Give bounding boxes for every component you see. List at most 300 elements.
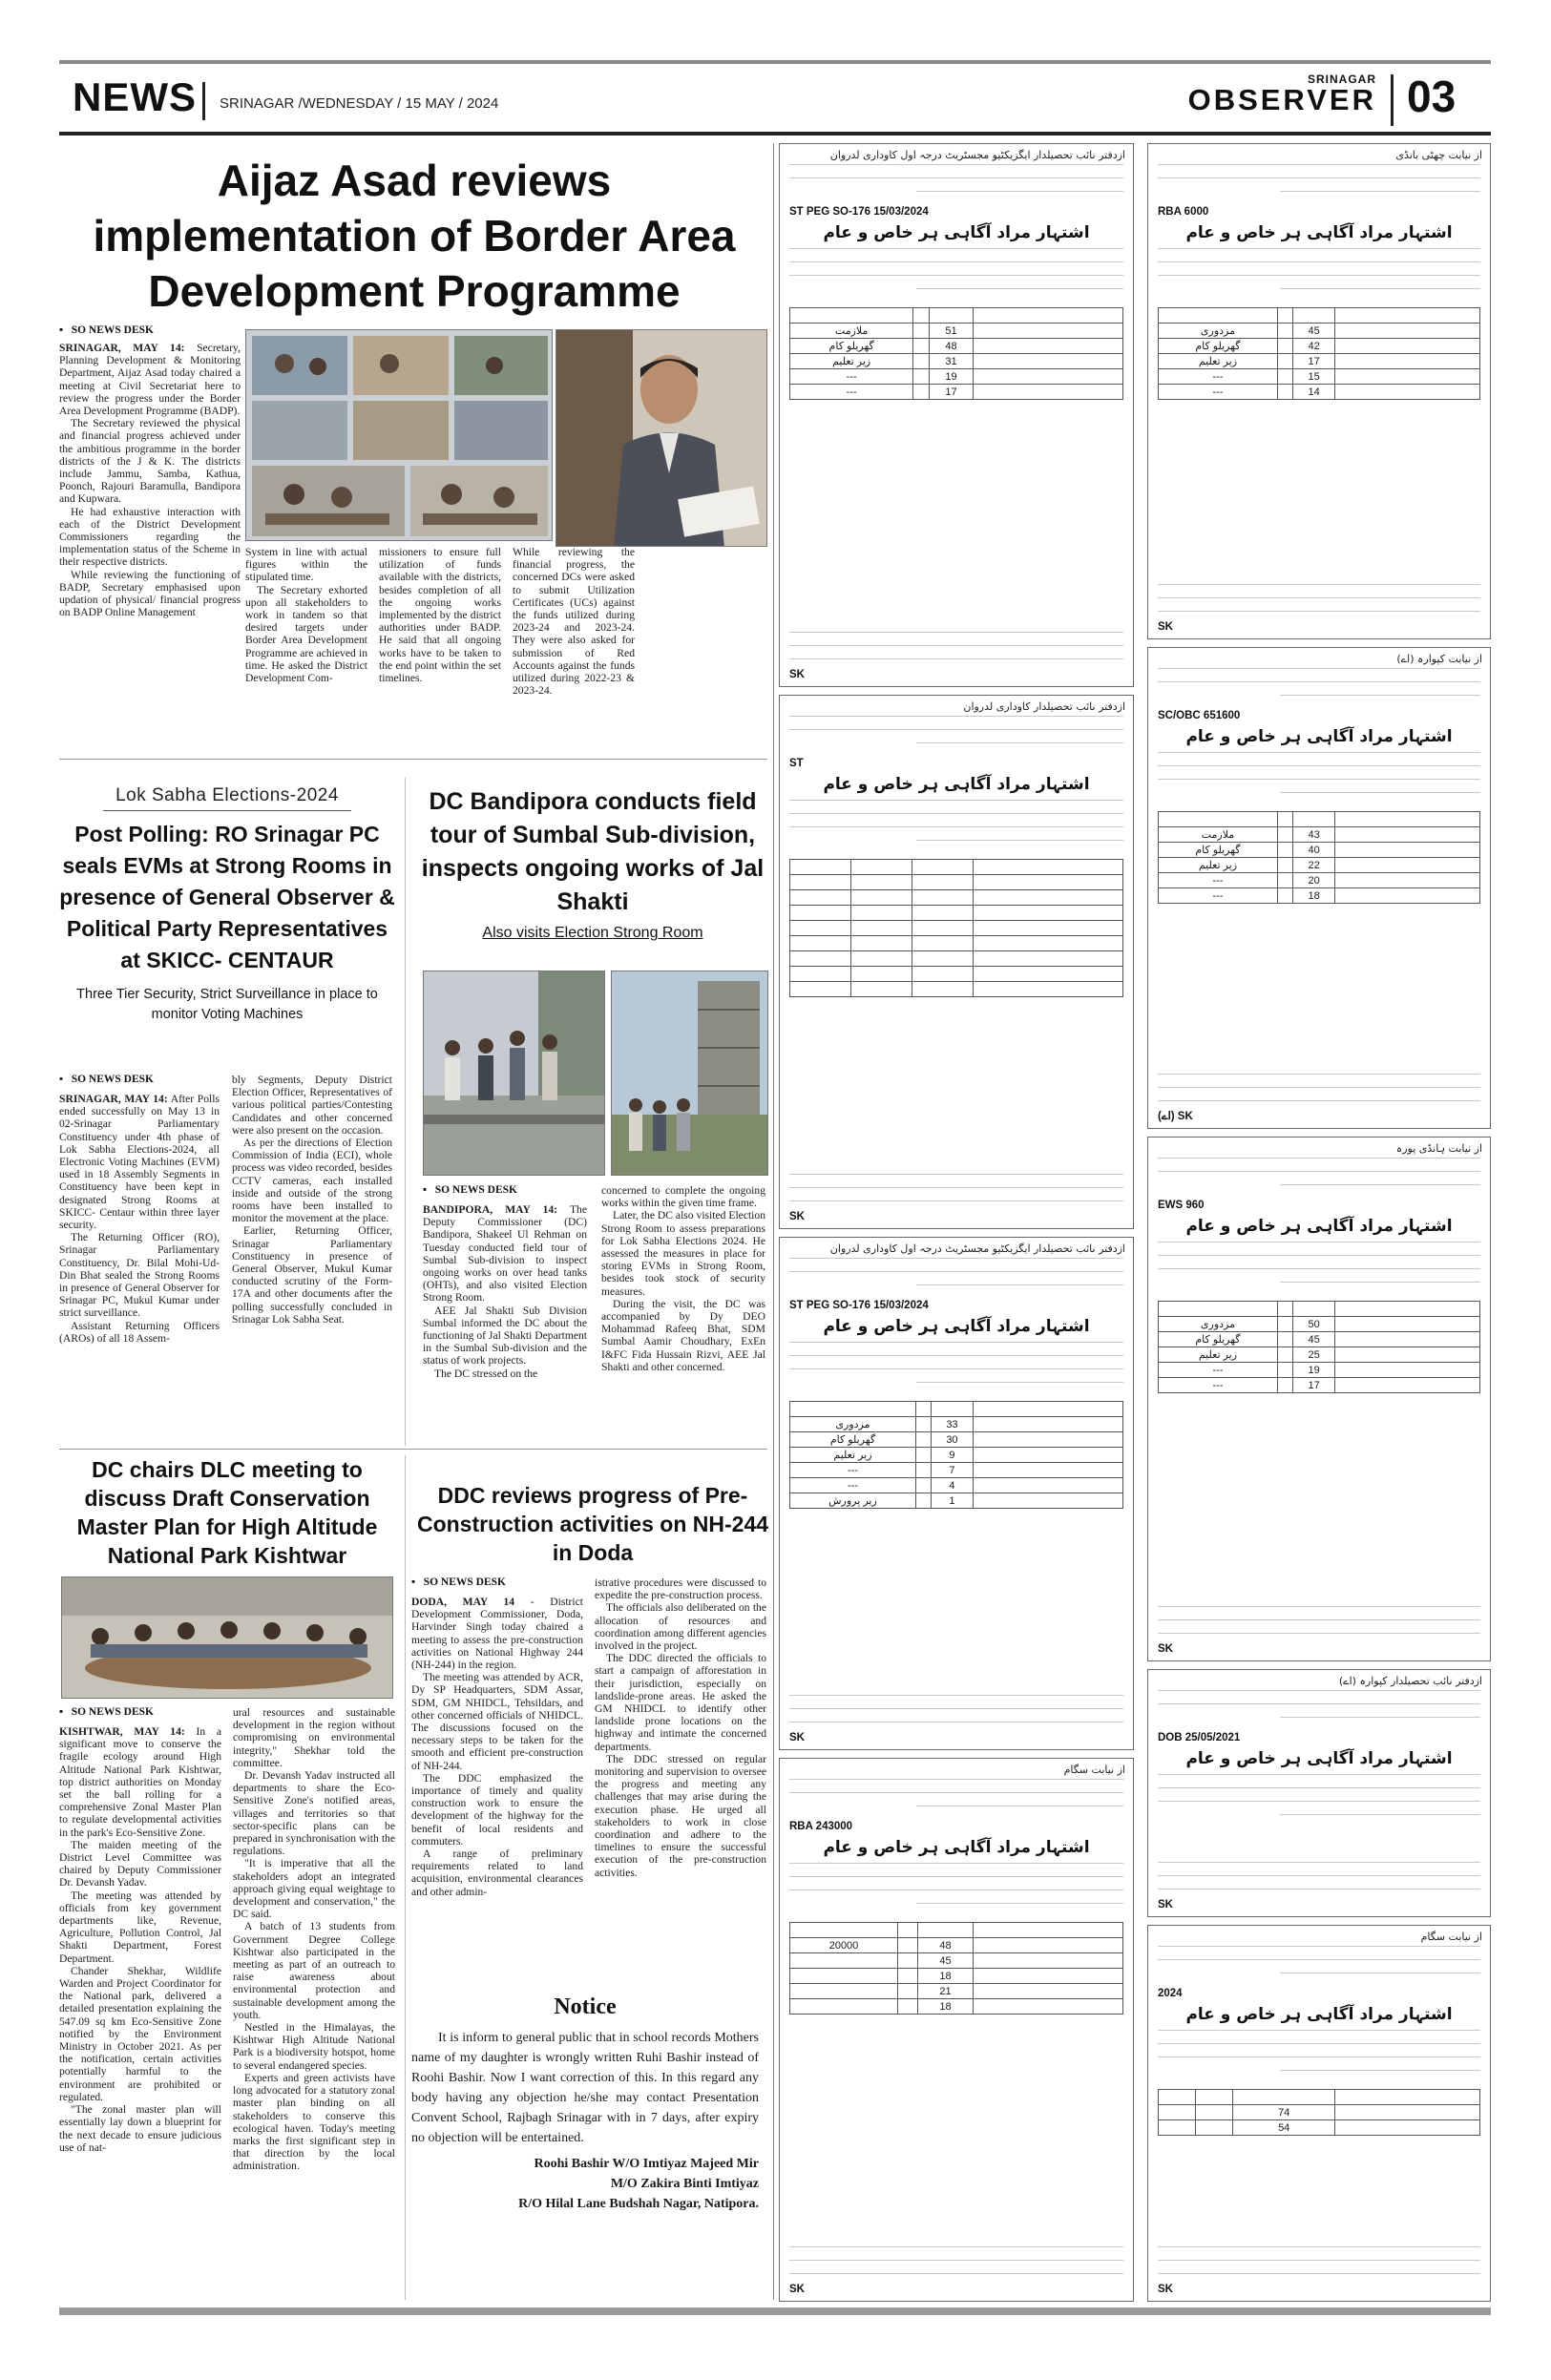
kicker-rule — [103, 810, 351, 811]
table-header-cell — [790, 1923, 898, 1938]
table-cell: 50 — [1293, 1317, 1335, 1332]
table-cell — [973, 875, 1122, 890]
table-header-row — [790, 1402, 1123, 1417]
table-row — [790, 967, 1123, 982]
urdu-notice-right-2 — [1147, 647, 1491, 1129]
table-cell — [1335, 354, 1480, 369]
urdu-notice-table — [789, 1401, 1123, 1509]
table-cell — [790, 1953, 898, 1969]
story3-text-col1 — [423, 1203, 587, 1380]
table-header-cell — [973, 860, 1122, 875]
story1-byline: SO NEWS DESK — [71, 324, 154, 336]
table-cell — [790, 1984, 898, 1999]
table-cell — [1277, 1347, 1292, 1363]
table-header-cell — [1159, 812, 1278, 827]
table-cell — [973, 1463, 1122, 1478]
story2-deck: Three Tier Security, Strict Surveillance in place to monitor Voting Machines — [76, 987, 378, 1022]
section-title: NEWS — [73, 74, 197, 119]
story5-para: The meeting was attended by ACR, Dy SP Headquarters, SDM Assar, SDM, GM NHIDCL, Tehsildars, and other concerned officials of NHIDCL. The discussions focused on the necessary steps to be taken for the smooth and efficient pre-construction of NH-244. — [411, 1671, 583, 1772]
table-header-row — [1159, 1302, 1480, 1317]
story1-cols-2-4 — [245, 546, 768, 746]
table-cell: 45 — [918, 1953, 974, 1969]
story4-para: Chander Shekhar, Wildlife Warden and Project Coordinator for the National park, delivered a detailed presentation explaining the 547.09 sq km Eco-Sensitive Zone notified by the Environment Ministry in October 2021. As per the notification, certain activities potentially harmful to the environment are prohibited or regulated. — [59, 1964, 221, 2103]
row-divider — [59, 1449, 767, 1450]
table-row — [790, 1478, 1123, 1493]
table-cell — [1335, 1378, 1480, 1393]
table-cell — [850, 890, 912, 906]
table-cell: --- — [790, 369, 913, 385]
table-row — [790, 354, 1123, 369]
table-cell — [973, 324, 1122, 339]
urdu-notice-title: اشتہار مراد آگاہی ہر خاص و عام — [823, 1838, 1090, 1857]
urdu-notice-footer: SK — [789, 2284, 805, 2295]
table-cell: 30 — [931, 1432, 973, 1448]
table-cell — [1277, 1363, 1292, 1378]
urdu-notice-right-5 — [1147, 1925, 1491, 2302]
table-cell — [973, 1493, 1122, 1509]
table-cell — [898, 1969, 918, 1984]
story1-text-col2 — [245, 546, 367, 684]
story4-para: Experts and green activists have long advocated for a statutory zonal master plan binding on all stakeholders to conserve this ecological haven. Today's meeting marks the first significant step in that direction by the local administration. — [233, 2071, 395, 2173]
notice-signature — [411, 2154, 759, 2214]
table-cell: 45 — [1293, 324, 1335, 339]
table-cell — [915, 1432, 931, 1448]
story5-para: The DDC emphasized the importance of timely and quality construction work to ensure the development of the highway for the benefit of local residents and commuters. — [411, 1771, 583, 1848]
table-cell: 19 — [1293, 1363, 1335, 1378]
urdu-notice-title: اشتہار مراد آگاہی ہر خاص و عام — [1185, 1749, 1453, 1768]
urdu-notice-table — [1158, 2089, 1480, 2136]
table-cell — [973, 1953, 1122, 1969]
table-row — [790, 1938, 1123, 1953]
table-row — [790, 1969, 1123, 1984]
story5-byline: SO NEWS DESK — [423, 1576, 506, 1588]
table-cell: --- — [790, 1478, 916, 1493]
table-header-row — [1159, 2090, 1480, 2105]
bottom-rule — [59, 2307, 1491, 2315]
table-cell — [973, 354, 1122, 369]
table-cell — [973, 967, 1122, 982]
story2-kicker: Lok Sabha Elections-2024 — [115, 785, 339, 805]
table-cell — [898, 1984, 918, 1999]
table-row — [1159, 1332, 1480, 1347]
story4-headline: DC chairs DLC meeting to discuss Draft Conservation Master Plan for High Altitude National Park Kishtwar — [76, 1457, 378, 1568]
urdu-notice-table — [1158, 811, 1480, 904]
officials-photo — [424, 971, 605, 1176]
urdu-notice-footer: SK — [789, 1732, 805, 1743]
table-header-row — [1159, 308, 1480, 324]
story4-text-col1 — [59, 1725, 221, 2154]
story3-byline: SO NEWS DESK — [434, 1184, 517, 1196]
story4-para: The maiden meeting of the District Level Committee was chaired by Deputy Commissioner Dr. Devansh Yadav. — [59, 1838, 221, 1889]
story5-text-col1 — [411, 1596, 583, 1898]
table-cell — [1335, 1317, 1480, 1332]
urdu-notice-title: اشتہار مراد آگاہی ہر خاص و عام — [1185, 223, 1453, 242]
table-cell — [790, 1999, 898, 2015]
story4-para: A batch of 13 students from Government Degree College Kishtwar also participated in the meeting as part of an outreach to raise awareness about environmental protection and sustainable development among the youth. — [233, 1920, 395, 2021]
urdu-notice-left-2 — [779, 695, 1134, 1229]
table-cell — [1335, 1363, 1480, 1378]
dlc-meeting-photo — [62, 1577, 393, 1699]
urdu-notice-reference: EWS 960 — [1158, 1200, 1205, 1211]
urdu-notice-left-4 — [779, 1758, 1134, 2302]
table-cell: 51 — [930, 324, 974, 339]
table-cell — [850, 982, 912, 997]
table-cell: زیر تعلیم — [1159, 354, 1278, 369]
notice-title: Notice — [554, 1994, 617, 2019]
story5-head — [416, 1481, 769, 1576]
urdu-notice-header: ازدفتر نائب تحصیلدار کاوداری لدروان — [963, 700, 1125, 713]
urdu-notice-table — [1158, 307, 1480, 400]
story1-headline-block — [59, 153, 769, 326]
table-header-cell — [1196, 2090, 1233, 2105]
table-row — [790, 1448, 1123, 1463]
portrait-photo — [556, 330, 767, 547]
table-cell — [973, 1984, 1122, 1999]
story5-para: The DDC directed the officials to start a campaign of afforestation in their jurisdiction, especially on landslide-prone areas. He asked the GM NHIDCL to identify other landslide prone locations on the highway and intimate the concerned departments. — [595, 1652, 766, 1753]
table-cell: 17 — [1293, 354, 1335, 369]
table-cell — [1335, 369, 1480, 385]
table-cell: زیر پرورش — [790, 1493, 916, 1509]
story3-headline: DC Bandipora conducts field tour of Sumbal Sub-division, inspects ongoing works of Jal Shakti — [421, 788, 765, 915]
page-number: 03 — [1407, 72, 1457, 121]
table-header-cell — [1277, 308, 1292, 324]
table-cell: 48 — [930, 339, 974, 354]
story4-para: "The zonal master plan will essentially lay down a blueprint for the next decade to ensure judicious use of nat- — [59, 2103, 221, 2154]
table-header-cell — [1277, 812, 1292, 827]
urdu-notice-title: اشتہار مراد آگاہی ہر خاص و عام — [823, 1317, 1090, 1336]
table-cell — [1335, 827, 1480, 843]
brand-large: OBSERVER — [1187, 83, 1376, 116]
urdu-text-lines — [1148, 1688, 1490, 1732]
table-cell — [973, 982, 1122, 997]
table-cell — [1335, 858, 1480, 873]
table-header-cell — [790, 308, 913, 324]
table-cell: --- — [1159, 873, 1278, 888]
table-cell — [850, 875, 912, 890]
table-header-cell — [850, 860, 912, 875]
table-header-cell — [973, 1402, 1122, 1417]
story1-photo-portrait — [555, 329, 767, 547]
urdu-text-lines — [1148, 162, 1490, 206]
table-cell — [1335, 843, 1480, 858]
table-cell — [790, 906, 851, 921]
table-cell: 31 — [930, 354, 974, 369]
table-cell — [1277, 339, 1292, 354]
table-cell: ملازمت — [1159, 827, 1278, 843]
table-row — [790, 385, 1123, 400]
table-row — [1159, 888, 1480, 904]
notice-signature-address: R/O Hilal Lane Budshah Nagar, Natipora. — [518, 2197, 759, 2211]
story3-para: The DC stressed on the — [434, 1367, 538, 1380]
notice-body: It is inform to general public that in school records Mothers name of my daughter is wrongly written Ruhi Bashir instead of Roohi Bashir. Now I want correction of this. In this regard any body having any objection he/she may contact Presentation Convent School, Rajbagh Srinagar with in 7 days, after expiry no objection will be entertained. — [411, 2031, 759, 2145]
story2-para: After Polls ended successfully on May 13 in 02-Srinagar Parliamentary Constituency under 4th phase of Lok Sabha Elections-2024, all Electronic Voting Machines (EVM) used in 18 Assembly Segments in Constituency have been kept in designated Strong Rooms at SKICC- Centaur within three layer security. — [59, 1093, 220, 1232]
divider — [202, 82, 205, 120]
table-cell — [915, 1417, 931, 1432]
table-cell — [1335, 385, 1480, 400]
table-cell — [790, 875, 851, 890]
table-cell: 15 — [1293, 369, 1335, 385]
story3-para: AEE Jal Shakti Sub Division Sumbal informed the DC about the functioning of Jal Shakti Department in the Sumbal Sub-division and the status of work projects. — [423, 1304, 587, 1367]
story4-para: Nestled in the Himalayas, the Kishtwar High Altitude National Park is a biodiversity hotspot, home to several endangered species. — [233, 2021, 395, 2072]
table-row — [790, 890, 1123, 906]
table-cell — [1335, 873, 1480, 888]
table-cell: --- — [1159, 1378, 1278, 1393]
table-cell: گھریلو کام — [1159, 843, 1278, 858]
table-cell — [1335, 339, 1480, 354]
notice-signature-name: Roohi Bashir W/O Imtiyaz Majeed Mir — [534, 2157, 759, 2171]
table-cell — [1277, 324, 1292, 339]
table-row — [790, 1493, 1123, 1509]
table-header-cell — [1277, 1302, 1292, 1317]
urdu-text-lines — [1158, 572, 1480, 612]
table-cell: 9 — [931, 1448, 973, 1463]
story2-para: Earlier, Returning Officer, Srinagar Parliamentary Constituency in presence of General Observer, Mukul Kumar conducted scrutiny of the Form-17A and other documents after the polling successfully concluded in Srinagar Lok Sabha Seat. — [232, 1224, 392, 1326]
story5-para: istrative procedures were discussed to expedite the pre-construction process. — [595, 1576, 766, 1602]
table-cell — [973, 936, 1122, 951]
table-row — [790, 906, 1123, 921]
urdu-notice-header: ازدفتر نائب تحصیلدار ایگزیکٹیو مجسٹریٹ درجہ اول کاوداری لدروان — [829, 149, 1125, 161]
table-cell: گھریلو کام — [790, 339, 913, 354]
issue-dateline: SRINAGAR /WEDNESDAY / 15 MAY / 2024 — [220, 95, 499, 112]
table-cell — [973, 1448, 1122, 1463]
table-cell: 20 — [1293, 873, 1335, 888]
table-row — [790, 951, 1123, 967]
table-cell: 17 — [1293, 1378, 1335, 1393]
table-cell — [790, 890, 851, 906]
table-row — [1159, 873, 1480, 888]
table-cell — [1277, 1332, 1292, 1347]
table-cell: 21 — [918, 1984, 974, 1999]
urdu-text-lines — [780, 1256, 1133, 1300]
table-row — [790, 1463, 1123, 1478]
urdu-notice-header: از نیابت چھٹی بانڈی — [1395, 149, 1482, 161]
table-cell — [790, 936, 851, 951]
table-header-cell — [790, 1402, 916, 1417]
table-cell — [1277, 1317, 1292, 1332]
table-row — [1159, 1317, 1480, 1332]
table-header-row — [1159, 812, 1480, 827]
table-cell: 43 — [1293, 827, 1335, 843]
urdu-notice-footer: (اے) SK — [1158, 1111, 1193, 1122]
urdu-text-lines — [780, 798, 1133, 855]
table-cell — [913, 369, 930, 385]
story2-para: As per the directions of Election Commission of India (ECI), whole process was video recorded, besides CCTV cameras, each installed inside and outside of the strong rooms have been installed to monitor the movement at the place. — [232, 1137, 392, 1225]
urdu-notice-right-1 — [1147, 143, 1491, 639]
table-cell — [790, 967, 851, 982]
urdu-notice-title: اشتہار مراد آگاہی ہر خاص و عام — [823, 223, 1090, 242]
table-cell: 18 — [1293, 888, 1335, 904]
table-cell — [1277, 369, 1292, 385]
story4-body: ▪ SO NEWS DESK KISHTWAR, MAY 14: In a significant move to conserve the fragile ecology around High Altitude National Park Kishtwar, top district authorities on Monday set the ball rolling for a comprehensive Zonal Master Plan to regulate developmental activities in the park's Eco-Sensitive Zone. The maiden meeting of the District Level Committee was chaired by Deputy Commissioner Dr. Devansh Yadav. The meeting was attended by officials from key government departments like, Revenue, Agriculture, Pollution Control, Jal Shakti Department, Forest Department. Chander Shekhar, Wildlife Warden and Project Coordinator for the National park, delivered a detailed presentation explaining the 547.09 sq km Eco-Sensitive Zone notified by the Environment Ministry in October 2021. As per the notification, certain activities potentially harmful to the environment are prohibited or regulated. "The zonal master plan will essentially lay down a blueprint for the next decade to ensure judicious use of nat- ural resources and sustainable development in the region without compromising on environmental integrity," Shekhar told the committee. Dr. Devansh Yadav instructed all departments to share the Eco-Sensitive Zone's notified areas, villages and territories so that sector-specific plans can be prepared in synchronisation with the regulations. "It is imperative that all the stakeholders adopt an integrated approach giving equal weightage to development and conservation," the DC said. A batch of 13 students from Government Degree College Kishtwar also participated in the meeting as part of an outreach to raise awareness about environmental protection and sustainable development among the youth. Nestled in the Himalayas, the Kishtwar High Altitude National Park is a biodiversity hotspot, home to several endangered species. Experts and green activists have long advocated for a statutory zonal master plan binding on all stakeholders to conserve this ecological haven. Today's meeting marks the first significant step in that direction by the local administration. — [59, 1706, 395, 2173]
urdu-notice-right-4 — [1147, 1669, 1491, 1917]
urdu-notice-table — [789, 859, 1123, 997]
urdu-text-lines — [789, 1161, 1123, 1201]
table-cell: 22 — [1293, 858, 1335, 873]
urdu-notice-left-3 — [779, 1237, 1134, 1750]
table-cell — [915, 1478, 931, 1493]
story4-head — [59, 1455, 395, 1570]
urdu-notice-right-3 — [1147, 1137, 1491, 1661]
story4-dateline: KISHTWAR, MAY 14: — [59, 1725, 185, 1738]
table-cell: گھریلو کام — [1159, 339, 1278, 354]
urdu-notice-footer: SK — [1158, 1899, 1173, 1910]
story2-dateline: SRINAGAR, MAY 14: — [59, 1093, 168, 1105]
table-cell: مزدوری — [1159, 1317, 1278, 1332]
table-cell: زیر تعلیم — [790, 1448, 916, 1463]
urdu-notice-reference: SC/OBC 651600 — [1158, 710, 1241, 721]
table-cell — [915, 1463, 931, 1478]
urdu-notice-left-1 — [779, 143, 1134, 687]
story4-para: ural resources and sustainable development in the region without compromising on environmental integrity," Shekhar told the committee. — [233, 1706, 395, 1769]
public-notice — [411, 1994, 759, 2295]
table-row — [1159, 2120, 1480, 2136]
table-cell: 33 — [931, 1417, 973, 1432]
table-cell: 45 — [1293, 1332, 1335, 1347]
urdu-notice-footer: SK — [1158, 621, 1173, 633]
divider — [1391, 74, 1394, 126]
urdu-text-lines — [789, 2234, 1123, 2274]
story4-para: The meeting was attended by officials from key government departments like, Revenue, Agriculture, Pollution Control, Jal Shakti Department, Forest Department. — [59, 1889, 221, 1965]
story1-text-col3 — [379, 546, 501, 684]
table-cell — [850, 921, 912, 936]
story3-para: During the visit, the DC was accompanied by Dy DEO Mohammad Rafeeq Bhat, SDM Sumbal Aamir Choudhary, ExEn I&FC Fida Hussain Rizvi, AEE Jal Shakti and other concerned. — [601, 1297, 765, 1373]
story3-photo-construction — [611, 971, 768, 1176]
table-cell — [913, 339, 930, 354]
table-header-cell — [1159, 1302, 1278, 1317]
table-header-cell — [1233, 2090, 1335, 2105]
table-row — [1159, 858, 1480, 873]
table-cell — [1196, 2105, 1233, 2120]
table-cell — [973, 906, 1122, 921]
table-cell: 42 — [1293, 339, 1335, 354]
story2-body: ▪ SO NEWS DESK SRINAGAR, MAY 14: After Polls ended successfully on May 13 in 02-Srinagar Parliamentary Constituency under 4th phase of Lok Sabha Elections-2024, all Electronic Voting Machines (EVM) used in 18 Assembly Segments in Constituency have been kept in designated Strong Rooms at SKICC- Centaur within three layer security. The Returning Officer (RO), Srinagar Parliamentary Constituency, Dr. Bilal Mohi-Ud-Din Bhat sealed the Strong Rooms in presence of General Observer for Srinagar PC, Mukul Kumar under strict surveillance. Assistant Returning Officers (AROs) of all 18 Assem- bly Segments, Deputy District Election Officer, Representatives of various political parties/Contesting Candidates and other concerned were also present on the occasion. As per the directions of Election Commission of India (ECI), whole process was video recorded, besides CCTV cameras, each installed inside and outside of the strong rooms have been installed to monitor the movement at the place. Earlier, Returning Officer, Srinagar Parliamentary Constituency in presence of General Observer, Mukul Kumar conducted scrutiny of the Form-17A and other documents after the polling successfully concluded in Srinagar Lok Sabha Seat. — [59, 1074, 392, 1345]
urdu-text-lines — [1148, 1772, 1490, 1829]
story3-deck: Also visits Election Strong Room — [482, 925, 703, 941]
urdu-notice-header: ازدفتر نائب تحصیلدار ایگزیکٹیو مجسٹریٹ درجہ اول کاوداری لدروان — [829, 1242, 1125, 1255]
urdu-text-lines — [1148, 1156, 1490, 1200]
table-cell: --- — [790, 385, 913, 400]
story4-photo-meeting — [61, 1576, 393, 1699]
table-header-row — [790, 860, 1123, 875]
table-header-cell — [790, 860, 851, 875]
urdu-text-lines — [789, 1682, 1123, 1722]
table-cell — [912, 890, 973, 906]
table-cell — [973, 1969, 1122, 1984]
table-cell — [915, 1448, 931, 1463]
urdu-notice-reference: ST PEG SO-176 15/03/2024 — [789, 206, 929, 218]
table-header-cell — [918, 1923, 974, 1938]
story3-dateline: BANDIPORA, MAY 14: — [423, 1203, 558, 1216]
urdu-notice-title: اشتہار مراد آگاہی ہر خاص و عام — [1185, 1217, 1453, 1236]
table-row — [790, 982, 1123, 997]
table-cell: زیر تعلیم — [1159, 858, 1278, 873]
story3-para: concerned to complete the ongoing works within the given time frame. — [601, 1184, 765, 1210]
table-cell — [973, 951, 1122, 967]
table-cell — [1335, 2105, 1480, 2120]
story1-text-col1 — [59, 342, 241, 618]
story5-para: A range of preliminary requirements related to land acquisition, environmental clearances and other admin- — [411, 1848, 583, 1898]
story2-text-col1 — [59, 1093, 220, 1345]
story1-para: While reviewing the functioning of BADP, Secretary emphasised upon updation of physical/ financial progress on BADP Online Management — [59, 568, 241, 619]
table-cell — [912, 875, 973, 890]
table-header-cell — [1335, 812, 1480, 827]
column-divider — [773, 143, 774, 2300]
story5-para: The DDC stressed on regular monitoring and supervision to oversee the progress and meeting any challenges that may arise during the execution phase. He urged all stakeholders to work in close coordination and adhere to the timelines to ensure the successful execution of the pre-construction activities. — [595, 1752, 766, 1879]
top-rule — [59, 60, 1491, 64]
table-row — [1159, 2105, 1480, 2120]
urdu-notice-table — [1158, 1301, 1480, 1393]
table-header-row — [790, 308, 1123, 324]
table-header-cell — [1335, 308, 1480, 324]
table-row — [790, 1984, 1123, 1999]
table-cell: 17 — [930, 385, 974, 400]
table-cell — [912, 967, 973, 982]
story1-para: The Secretary reviewed the physical and financial progress achieved under the ambitious programme in the border districts of the J & K. The districts include Jammu, Samba, Kathua, Poonch, Rajouri Baramulla, Bandipora and Kupwara. — [59, 417, 241, 506]
table-row — [790, 339, 1123, 354]
table-row — [790, 936, 1123, 951]
urdu-text-lines — [1148, 1944, 1490, 1988]
table-cell: 19 — [930, 369, 974, 385]
table-cell — [1277, 1378, 1292, 1393]
table-cell — [850, 936, 912, 951]
story3-text-col2 — [601, 1184, 765, 1373]
story1-dateline: SRINAGAR, MAY 14: — [59, 342, 185, 354]
urdu-notice-title: اشتہار مراد آگاہی ہر خاص و عام — [1185, 727, 1453, 746]
urdu-text-lines — [780, 1777, 1133, 1821]
table-cell: --- — [790, 1463, 916, 1478]
table-cell: 18 — [918, 1999, 974, 2015]
urdu-notice-reference: 2024 — [1158, 1988, 1183, 1999]
table-header-cell — [1159, 308, 1278, 324]
table-cell — [913, 354, 930, 369]
table-cell — [1335, 1347, 1480, 1363]
table-cell — [912, 936, 973, 951]
table-cell — [1277, 888, 1292, 904]
table-cell: مزدوری — [1159, 324, 1278, 339]
table-cell — [790, 921, 851, 936]
story4-byline: SO NEWS DESK — [71, 1706, 154, 1718]
table-cell: 48 — [918, 1938, 974, 1953]
table-cell: 40 — [1293, 843, 1335, 858]
urdu-text-lines — [1158, 1849, 1480, 1889]
table-header-cell — [973, 308, 1122, 324]
table-cell — [973, 1938, 1122, 1953]
table-header-cell — [1293, 1302, 1335, 1317]
story5-para: The officials also deliberated on the allocation of resources and coordination among different agencies involved in the project. — [595, 1601, 766, 1653]
table-cell: گھریلو کام — [1159, 1332, 1278, 1347]
table-cell — [1335, 2120, 1480, 2136]
urdu-text-lines — [1148, 750, 1490, 807]
table-row — [790, 1999, 1123, 2015]
table-cell: زیر تعلیم — [790, 354, 913, 369]
table-cell: زیر تعلیم — [1159, 1347, 1278, 1363]
table-row — [790, 1432, 1123, 1448]
story4-text-col2 — [233, 1706, 395, 2173]
table-cell — [912, 951, 973, 967]
urdu-notice-footer: SK — [1158, 1643, 1173, 1655]
brand-logo — [1128, 73, 1376, 115]
table-cell — [1277, 843, 1292, 858]
table-row — [790, 369, 1123, 385]
urdu-notice-table — [789, 307, 1123, 400]
table-header-cell — [912, 860, 973, 875]
urdu-notice-header: ازدفتر نائب تحصیلدار کپوارہ (اے) — [1338, 1675, 1482, 1687]
table-row — [1159, 354, 1480, 369]
table-row — [1159, 369, 1480, 385]
table-cell — [973, 890, 1122, 906]
table-cell — [1159, 2120, 1196, 2136]
urdu-notice-reference: ST — [789, 758, 804, 769]
